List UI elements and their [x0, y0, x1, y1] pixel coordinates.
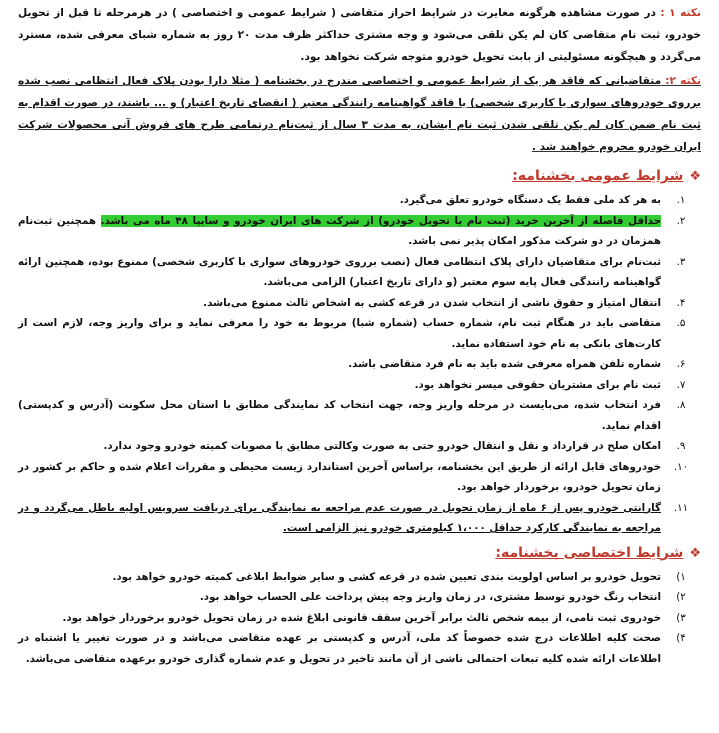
- item-number: ۴.: [676, 296, 686, 309]
- list-item: [18, 436, 701, 457]
- list-item: [18, 354, 701, 375]
- highlighted-text: حداقل فاصله از آخرین خرید (ثبت نام یا تحویل خودرو) از شرکت های ایران خودرو و سایپا ۴۸ ماه می باشد.: [100, 214, 661, 227]
- item-number: ۱): [676, 570, 686, 583]
- item-text: فرد انتخاب شده، می‌بایست در مرحله واریز وجه، جهت انتخاب کد نمایندگی مطابق با استان محل سکونت (آدرس و کدپستی) اقدام نماید.: [18, 399, 661, 432]
- item-number: ۲): [676, 591, 686, 603]
- item-number: ۸.: [676, 399, 686, 411]
- list-item: [18, 457, 701, 498]
- item-number: ۹.: [676, 440, 686, 452]
- list-item: [18, 628, 701, 669]
- item-number: ۵.: [676, 317, 686, 329]
- list-item: [18, 587, 701, 608]
- item-text: [18, 211, 661, 252]
- item-text-rest: همچنین ثبت‌نام همزمان در دو شرکت مذکور امکان پذیر نمی باشد.: [18, 214, 661, 247]
- list-item: [18, 567, 701, 588]
- general-conditions-list: [18, 190, 701, 539]
- item-text: به هر کد ملی فقط یک دستگاه خودرو تعلق می‌گیرد.: [399, 194, 661, 206]
- note-1-label: نکته ۱ :: [660, 7, 701, 19]
- item-number: ۶.: [676, 358, 686, 370]
- general-conditions-title: شرایط عمومی بخشنامه:: [512, 168, 684, 184]
- list-item: [18, 395, 701, 436]
- note-1: [18, 2, 701, 68]
- item-number: ۱.: [676, 194, 686, 206]
- note-1-text: در صورت مشاهده هرگونه مغایرت در شرایط احراز متقاضی ( شرایط عمومی و اختصاصی ) در هرمرحله تا قبل از تحویل خودرو، ثبت نام متقاضی کان لم یکن تلقی می‌شود و وجه مشتری حداکثر ظرف مدت ۲۰ روز به شماره شبای معرفی شده، مسترد می‌گردد و هیچگونه مسئولیتی از بابت تحویل خودرو متوجه شرکت نخواهد بود.: [18, 7, 702, 63]
- list-item: [18, 190, 701, 211]
- item-text: ثبت نام برای مشتریان حقوقی میسر نخواهد بود.: [414, 378, 661, 391]
- list-item: [18, 608, 701, 629]
- item-text: انتقال امتیاز و حقوق ناشی از انتخاب شدن در قرعه کشی به اشخاص ثالث ممنوع می‌باشد.: [203, 296, 661, 309]
- item-text: شماره تلفن همراه معرفی شده باید به نام فرد متقاضی باشد.: [348, 358, 661, 370]
- item-text: خودروهای قابل ارائه از طریق این بخشنامه، براساس آخرین استاندارد زیست محیطی و مقررات اعلام شده و حاکم بر کشور در زمان تحویل خودرو، برخوردار خواهد بود.: [18, 460, 661, 493]
- specific-conditions-list: [18, 567, 701, 670]
- list-item: [18, 293, 701, 314]
- item-number: ۱۱.: [673, 501, 689, 514]
- list-item: [18, 211, 701, 252]
- item-text: انتخاب رنگ خودرو توسط مشتری، در زمان واریز وجه پیش پرداخت علی الحساب خواهد بود.: [199, 591, 661, 603]
- item-text: متقاضی باید در هنگام ثبت نام، شماره حساب (شماره شبا) مربوط به خود را معرفی نماید و برای واریز وجه، لازم است از کارت‌های بانکی به نام خود استفاده نماید.: [18, 317, 661, 350]
- item-text: امکان صلح در قرارداد و نقل و انتقال خودرو حتی به صورت وکالتی مطابق با مصوبات کمیته خودرو وجود ندارد.: [103, 440, 661, 452]
- note-2: [18, 70, 701, 158]
- item-text: گارانتی خودرو پس از ۶ ماه از زمان تحویل در صورت عدم مراجعه به نمایندگی برای دریافت سرویس اولیه باطل می‌گردد و در مراجعه به نمایندگی کارکرد حداقل ۱،۰۰۰ کیلومتری خودرو نیز الزامی است.: [18, 501, 661, 534]
- specific-conditions-heading: [18, 545, 701, 561]
- diamond-bullet-icon: ❖: [689, 545, 701, 561]
- item-number: ۳): [676, 611, 686, 624]
- item-text: خودروی ثبت نامی، از بیمه شخص ثالث برابر آخرین سقف قانونی ابلاغ شده در زمان تحویل خودرو برخوردار خواهد بود.: [62, 611, 661, 624]
- general-conditions-heading: [18, 168, 701, 184]
- note-2-text: متقاضیانی که فاقد هر یک از شرایط عمومی و اختصاصی مندرج در بخشنامه ( مثلا دارا بودن پلاک فعال انتظامی نصب شده برروی خودروهای سواری یا کاربری شخصی) یا فاقد گواهینامه رانندگی معتبر ( انقضای تاریخ اعتبار) و ... باشند، در صورت اقدام به ثبت نام ضمن کان لم یکن تلقی شدن ثبت نام ایشان، به مدت ۳ سال از ثبت‌نام درتمامی طرح های فروش آتی محصولات شرکت ایران خودرو محروم خواهند شد .: [18, 75, 701, 153]
- item-number: ۲.: [676, 214, 686, 227]
- item-text: صحت کلیه اطلاعات درج شده خصوصاً کد ملی، آدرس و کدپستی بر عهده متقاضی می‌باشد و در صورت تغییر یا اشتباه در اطلاعات ارائه شده کلیه تبعات احتمالی ناشی از آن مانند تاخیر در تحویل و عدم شماره گذاری خودرو برعهده متقاضی می‌باشد.: [18, 632, 661, 665]
- specific-conditions-title: شرایط اختصاصی بخشنامه:: [495, 544, 684, 561]
- list-item: [18, 498, 701, 539]
- list-item: [18, 313, 701, 354]
- note-2-label: نکته ۲:: [665, 75, 701, 87]
- item-text: ثبت‌نام برای متقاضیان دارای پلاک انتظامی فعال (نصب برروی خودروهای سواری با کاربری شخصی) ممنوع بوده، همچنین ارائه گواهینامه رانندگی فعال پایه سوم معتبر (و دارای تاریخ اعتبار) الزامی می‌باشد.: [18, 255, 661, 288]
- list-item: [18, 375, 701, 396]
- diamond-bullet-icon: ❖: [689, 169, 701, 184]
- item-number: ۳.: [676, 255, 686, 268]
- list-item: [18, 252, 701, 293]
- item-text: تحویل خودرو بر اساس اولویت بندی تعیین شده در قرعه کشی و سایر ضوابط ابلاغی کمیته خودرو خواهد بود.: [112, 570, 661, 583]
- item-number: ۷.: [676, 378, 686, 391]
- item-number: ۴): [676, 632, 686, 644]
- item-number: ۱۰.: [673, 460, 689, 473]
